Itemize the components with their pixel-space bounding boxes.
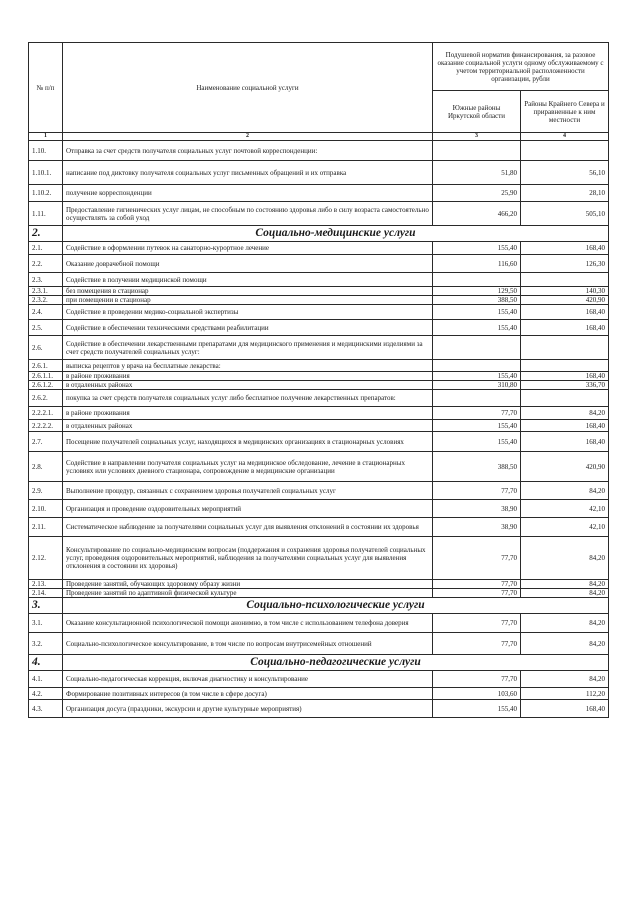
price-north: 420,90 — [521, 296, 609, 305]
service-name: в отдаленных районах — [63, 420, 433, 432]
row-number: 2.10. — [29, 500, 63, 518]
price-south: 155,40 — [433, 320, 521, 336]
service-name: выписка рецептов у врача на бесплатные лекарства: — [63, 360, 433, 372]
price-south: 77,70 — [433, 671, 521, 688]
service-name: Проведение занятий, обучающих здоровому образу жизни — [63, 580, 433, 589]
table-row — [29, 688, 609, 700]
row-number: 1.10.2. — [29, 185, 63, 202]
table-row — [29, 537, 609, 580]
table-row — [29, 518, 609, 537]
row-number: 2.5. — [29, 320, 63, 336]
header-number: № п/п — [29, 43, 63, 133]
section-title: Социально-педагогические услуги — [63, 655, 609, 671]
price-south: 25,90 — [433, 185, 521, 202]
price-south — [433, 141, 521, 161]
header-south: Южные районы Иркутской области — [433, 91, 521, 133]
row-number: 4.1. — [29, 671, 63, 688]
price-north: 168,40 — [521, 320, 609, 336]
price-south: 155,40 — [433, 372, 521, 381]
price-south: 77,70 — [433, 407, 521, 420]
table-row — [29, 360, 609, 372]
column-index: 4 — [521, 133, 609, 141]
price-south: 155,40 — [433, 700, 521, 718]
row-number: 2.6.2. — [29, 390, 63, 407]
service-name: Выполнение процедур, связанных с сохранением здоровья получателей социальных услуг — [63, 482, 433, 500]
price-north: 84,20 — [521, 671, 609, 688]
price-south: 77,70 — [433, 633, 521, 655]
price-north — [521, 360, 609, 372]
service-name: Оказание доврачебной помощи — [63, 255, 433, 273]
price-north — [521, 273, 609, 287]
price-north: 168,40 — [521, 372, 609, 381]
price-north: 168,40 — [521, 432, 609, 452]
table-row — [29, 500, 609, 518]
row-number: 2.12. — [29, 537, 63, 580]
row-number: 2.13. — [29, 580, 63, 589]
service-name: написание под диктовку получателя социальных услуг письменных обращений и их отправка — [63, 161, 433, 185]
price-north: 84,20 — [521, 537, 609, 580]
service-name: Предоставление гигиенических услуг лицам, не способным по состоянию здоровья либо в силу возраста самостоятельно осуществлять за собой уход — [63, 202, 433, 226]
price-south: 116,60 — [433, 255, 521, 273]
service-name: в районе проживания — [63, 407, 433, 420]
row-number: 2.9. — [29, 482, 63, 500]
price-north: 140,30 — [521, 287, 609, 296]
price-south: 77,70 — [433, 482, 521, 500]
price-north: 336,70 — [521, 381, 609, 390]
row-number: 2.8. — [29, 452, 63, 482]
column-index: 1 — [29, 133, 63, 141]
table-row — [29, 161, 609, 185]
table-row — [29, 185, 609, 202]
price-south: 103,60 — [433, 688, 521, 700]
table-row — [29, 589, 609, 598]
price-north: 42,10 — [521, 500, 609, 518]
price-north: 168,40 — [521, 242, 609, 255]
price-north: 84,20 — [521, 580, 609, 589]
row-number: 2.11. — [29, 518, 63, 537]
table-row — [29, 432, 609, 452]
service-name: Социально-психологическое консультирование, в том числе по вопросам внутрисемейных отношений — [63, 633, 433, 655]
section-row — [29, 655, 609, 671]
header-north: Районы Крайнего Севера и приравненные к ним местности — [521, 91, 609, 133]
table-row — [29, 320, 609, 336]
row-number: 2.2. — [29, 255, 63, 273]
table-row — [29, 305, 609, 320]
table-row — [29, 390, 609, 407]
column-index: 3 — [433, 133, 521, 141]
service-name: покупка за счет средств получателя социальных услуг либо бесплатное получение лекарственных препаратов: — [63, 390, 433, 407]
price-south: 38,90 — [433, 518, 521, 537]
table-row — [29, 482, 609, 500]
service-name: в отдаленных районах — [63, 381, 433, 390]
section-number: 2. — [29, 226, 63, 242]
row-number: 2.3.1. — [29, 287, 63, 296]
service-name: Оказание консультационной психологической помощи анонимно, в том числе с использованием телефона доверия — [63, 614, 433, 633]
price-south: 155,40 — [433, 305, 521, 320]
service-name: Содействие в обеспечении лекарственными препаратами для медицинского применения и медицинскими изделиями за счет средств получателей социальных услуг: — [63, 336, 433, 360]
service-name: получение корреспонденции — [63, 185, 433, 202]
price-north: 420,90 — [521, 452, 609, 482]
price-south: 77,70 — [433, 580, 521, 589]
table-row — [29, 336, 609, 360]
section-title: Социально-медицинские услуги — [63, 226, 609, 242]
table-row — [29, 700, 609, 718]
table-row — [29, 372, 609, 381]
price-north: 505,10 — [521, 202, 609, 226]
table-row — [29, 255, 609, 273]
price-south — [433, 273, 521, 287]
header-norm: Подушевой норматив финансирования, за разовое оказание социальной услуги одному обслуживаемому с учетом территориальной расположенности организации, рубли — [433, 43, 609, 91]
row-number: 3.1. — [29, 614, 63, 633]
price-north: 84,20 — [521, 633, 609, 655]
service-name: Организация и проведение оздоровительных мероприятий — [63, 500, 433, 518]
service-name: Посещение получателей социальных услуг, находящихся в медицинских организациях в стационарных условиях — [63, 432, 433, 452]
price-north: 168,40 — [521, 305, 609, 320]
service-name: Социально-педагогическая коррекция, включая диагностику и консультирование — [63, 671, 433, 688]
price-south: 51,80 — [433, 161, 521, 185]
price-north — [521, 336, 609, 360]
price-south: 129,50 — [433, 287, 521, 296]
row-number: 2.2.2.1. — [29, 407, 63, 420]
price-north: 84,20 — [521, 407, 609, 420]
table-row — [29, 273, 609, 287]
service-name: Систематическое наблюдение за получателями социальных услуг для выявления отклонений в состоянии их здоровья — [63, 518, 433, 537]
service-name: без помещения в стационар — [63, 287, 433, 296]
tariff-table — [28, 42, 609, 718]
service-name: Содействие в оформлении путевок на санаторно-курортное лечение — [63, 242, 433, 255]
row-number: 2.7. — [29, 432, 63, 452]
service-name: Консультирование по социально-медицинским вопросам (поддержания и сохранения здоровья получателей социальных услуг, проведения оздоровительных мероприятий, наблюдения за получателями социальных услуг для выявления отклонения в состоянии их здоровья) — [63, 537, 433, 580]
table-row — [29, 141, 609, 161]
service-name: Формирование позитивных интересов (в том числе в сфере досуга) — [63, 688, 433, 700]
price-north: 168,40 — [521, 420, 609, 432]
price-north — [521, 141, 609, 161]
row-number: 2.4. — [29, 305, 63, 320]
price-south: 310,80 — [433, 381, 521, 390]
service-name: в районе проживания — [63, 372, 433, 381]
table-row — [29, 381, 609, 390]
price-north: 84,20 — [521, 589, 609, 598]
price-north: 168,40 — [521, 700, 609, 718]
table-row — [29, 287, 609, 296]
section-title: Социально-психологические услуги — [63, 598, 609, 614]
section-number: 4. — [29, 655, 63, 671]
table-row — [29, 580, 609, 589]
column-index: 2 — [63, 133, 433, 141]
row-number: 3.2. — [29, 633, 63, 655]
row-number: 4.3. — [29, 700, 63, 718]
price-north: 42,10 — [521, 518, 609, 537]
price-north: 112,20 — [521, 688, 609, 700]
price-north: 28,10 — [521, 185, 609, 202]
table-row — [29, 242, 609, 255]
service-name: Организация досуга (праздники, экскурсии и другие культурные мероприятия) — [63, 700, 433, 718]
table-body — [29, 141, 609, 718]
service-name: Содействие в обеспечении техническими средствами реабилитации — [63, 320, 433, 336]
table-row — [29, 407, 609, 420]
row-number: 2.3. — [29, 273, 63, 287]
table-row — [29, 420, 609, 432]
row-number: 1.11. — [29, 202, 63, 226]
price-south: 466,20 — [433, 202, 521, 226]
price-south: 388,50 — [433, 296, 521, 305]
section-number: 3. — [29, 598, 63, 614]
row-number: 2.1. — [29, 242, 63, 255]
price-south: 155,40 — [433, 420, 521, 432]
section-row — [29, 598, 609, 614]
row-number: 2.6.1.2. — [29, 381, 63, 390]
price-south: 155,40 — [433, 432, 521, 452]
table-row — [29, 633, 609, 655]
price-north — [521, 390, 609, 407]
header-service-name: Наименование социальной услуги — [63, 43, 433, 133]
price-south: 77,70 — [433, 614, 521, 633]
row-number: 2.3.2. — [29, 296, 63, 305]
price-north: 84,20 — [521, 614, 609, 633]
price-north: 56,10 — [521, 161, 609, 185]
table-row — [29, 296, 609, 305]
price-south: 77,70 — [433, 537, 521, 580]
service-name: Отправка за счет средств получателя социальных услуг почтовой корреспонденции: — [63, 141, 433, 161]
service-name: Содействие в направлении получателя социальных услуг на медицинское обследование, лечение в стационарных условиях или условиях дневного стационара, сопровождение в медицинские организации — [63, 452, 433, 482]
table-row — [29, 671, 609, 688]
price-south: 77,70 — [433, 589, 521, 598]
row-number: 2.2.2.2. — [29, 420, 63, 432]
section-row — [29, 226, 609, 242]
row-number: 2.6.1. — [29, 360, 63, 372]
row-number: 1.10.1. — [29, 161, 63, 185]
row-number: 1.10. — [29, 141, 63, 161]
price-south — [433, 360, 521, 372]
service-name: при помещении в стационар — [63, 296, 433, 305]
price-south: 388,50 — [433, 452, 521, 482]
service-name: Содействие в получении медицинской помощи — [63, 273, 433, 287]
price-south — [433, 390, 521, 407]
service-name: Содействие в проведении медико-социальной экспертизы — [63, 305, 433, 320]
row-number: 2.6.1.1. — [29, 372, 63, 381]
service-name: Проведение занятий по адаптивной физической культуре — [63, 589, 433, 598]
row-number: 4.2. — [29, 688, 63, 700]
price-north: 126,30 — [521, 255, 609, 273]
table-row — [29, 202, 609, 226]
price-south — [433, 336, 521, 360]
price-north: 84,20 — [521, 482, 609, 500]
table-row — [29, 452, 609, 482]
table-row — [29, 614, 609, 633]
row-number: 2.14. — [29, 589, 63, 598]
price-south: 38,90 — [433, 500, 521, 518]
row-number: 2.6. — [29, 336, 63, 360]
price-south: 155,40 — [433, 242, 521, 255]
